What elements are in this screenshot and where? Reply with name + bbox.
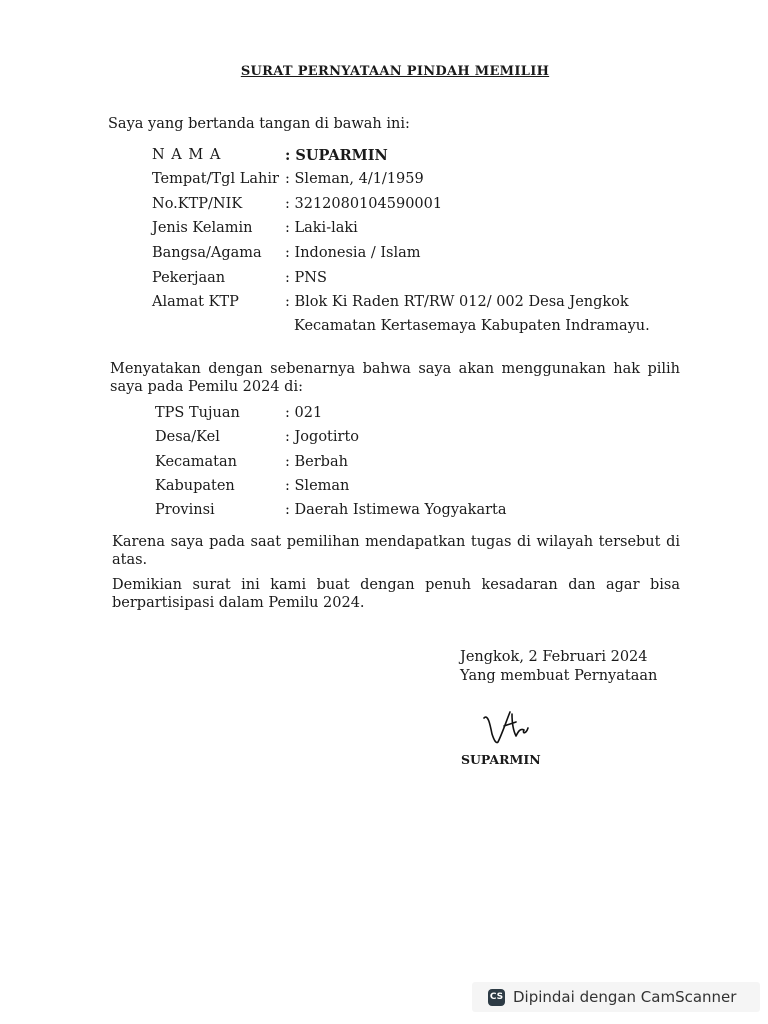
destination-value: : Sleman — [285, 478, 350, 494]
identity-value: : PNS — [285, 270, 327, 286]
identity-value: : Laki-laki — [285, 220, 358, 236]
identity-value: : Blok Ki Raden RT/RW 012/ 002 Desa Jengkok — [285, 294, 629, 310]
identity-value: : Sleman, 4/1/1959 — [285, 171, 424, 187]
identity-label: N A M A — [152, 147, 222, 163]
reason-paragraph: Karena saya pada saat pemilihan mendapatkan tugas di wilayah tersebut di atas. — [112, 534, 680, 568]
place-date: Jengkok, 2 Februari 2024 — [460, 649, 648, 665]
document-title: SURAT PERNYATAAN PINDAH MEMILIH — [240, 64, 550, 79]
camscanner-watermark — [472, 982, 760, 1012]
signer-caption: Yang membuat Pernyataan — [460, 668, 658, 684]
destination-label: Provinsi — [155, 502, 215, 518]
intro-text: Saya yang bertanda tangan di bawah ini: — [108, 116, 410, 132]
address-line-2: Kecamatan Kertasemaya Kabupaten Indramayu. — [294, 318, 650, 334]
destination-value: : 021 — [285, 405, 323, 421]
identity-value: : Indonesia / Islam — [285, 245, 421, 261]
signer-name: SUPARMIN — [461, 752, 541, 767]
identity-label: Tempat/Tgl Lahir — [152, 171, 279, 187]
statement-paragraph: Menyatakan dengan sebenarnya bahwa saya akan menggunakan hak pilih saya pada Pemilu 2024 di: — [110, 361, 680, 395]
camscanner-logo-icon: CS — [488, 989, 505, 1006]
destination-label: Kabupaten — [155, 478, 235, 494]
camscanner-label: Dipindai dengan CamScanner — [513, 988, 737, 1006]
identity-label: Pekerjaan — [152, 270, 226, 286]
destination-label: Kecamatan — [155, 454, 237, 470]
identity-label: Bangsa/Agama — [152, 245, 262, 261]
identity-value: : 3212080104590001 — [285, 196, 443, 212]
destination-label: TPS Tujuan — [155, 405, 240, 421]
identity-label: No.KTP/NIK — [152, 196, 243, 212]
destination-label: Desa/Kel — [155, 429, 220, 445]
destination-value: : Jogotirto — [285, 429, 360, 445]
destination-value: : Berbah — [285, 454, 348, 470]
destination-value: : Daerah Istimewa Yogyakarta — [285, 502, 507, 518]
identity-value: : SUPARMIN — [285, 147, 388, 164]
identity-label: Jenis Kelamin — [152, 220, 253, 236]
identity-label: Alamat KTP — [152, 294, 239, 310]
closing-paragraph: Demikian surat ini kami buat dengan penuh kesadaran dan agar bisa berpartisipasi dalam Pemilu 2024. — [112, 577, 680, 611]
signature-block — [460, 648, 657, 686]
handwritten-signature — [476, 700, 536, 750]
